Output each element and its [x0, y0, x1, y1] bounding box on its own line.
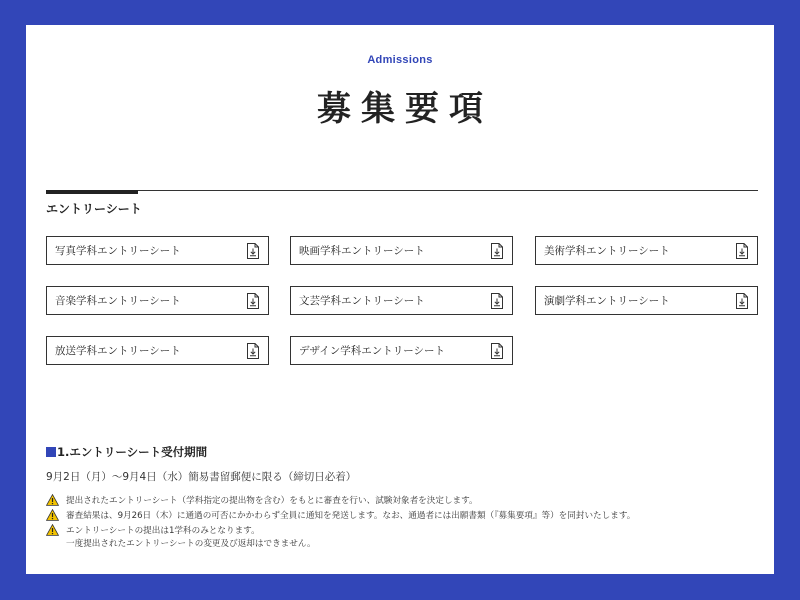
document-download-icon — [246, 243, 260, 259]
notice-list — [46, 492, 756, 551]
entry-sheet-button-label: 音楽学科エントリーシート — [55, 295, 181, 307]
entry-sheet-button-film[interactable] — [290, 236, 513, 265]
entry-sheet-button-label: 映画学科エントリーシート — [299, 245, 425, 257]
warning-icon — [46, 494, 59, 506]
content-card — [26, 25, 774, 574]
entry-section-heading: エントリーシート — [46, 202, 142, 216]
notice-text: 審査結果は、9月26日（木）に通過の可否にかかわらず全員に通知を発送します。なお、通過者には出願書類（『募集要項』等）を同封いたします。 — [66, 510, 636, 521]
document-download-icon — [246, 343, 260, 359]
heading-marker — [46, 447, 56, 457]
deadline-heading-text: 1.エントリーシート受付期間 — [57, 445, 208, 459]
entry-sheet-button-theater[interactable] — [535, 286, 758, 315]
entry-sheet-button-label: 文芸学科エントリーシート — [299, 295, 425, 307]
entry-sheet-button-music[interactable] — [46, 286, 269, 315]
entry-sheet-button-label: 美術学科エントリーシート — [544, 245, 670, 257]
warning-icon — [46, 524, 59, 536]
notice-item — [46, 522, 756, 537]
notice-continuation: 一度提出されたエントリーシートの変更及び返却はできません。 — [66, 539, 316, 549]
document-download-icon — [735, 243, 749, 259]
entry-period-text: 9月2日（月）～9月4日（水）簡易書留郵便に限る（締切日必着） — [46, 471, 357, 483]
entry-sheet-button-literary-arts[interactable] — [290, 286, 513, 315]
deadline-section-heading — [46, 444, 207, 460]
notice-text: 提出されたエントリーシート（学科指定の提出物を含む）をもとに審査を行い、試験対象者を決定します。 — [66, 495, 478, 506]
section-divider-accent — [46, 190, 138, 194]
document-download-icon — [490, 343, 504, 359]
notice-item — [46, 507, 756, 522]
document-download-icon — [490, 243, 504, 259]
notice-text: エントリーシートの提出は1学科のみとなります。 — [66, 525, 260, 536]
entry-sheet-button-photography[interactable] — [46, 236, 269, 265]
warning-icon — [46, 509, 59, 521]
document-download-icon — [735, 293, 749, 309]
notice-item — [46, 492, 756, 507]
entry-sheet-button-label: 演劇学科エントリーシート — [544, 295, 670, 307]
document-download-icon — [246, 293, 260, 309]
entry-sheet-button-broadcasting[interactable] — [46, 336, 269, 365]
entry-sheet-button-design[interactable] — [290, 336, 513, 365]
document-download-icon — [490, 293, 504, 309]
entry-sheet-button-label: 放送学科エントリーシート — [55, 345, 181, 357]
entry-sheet-button-label: デザイン学科エントリーシート — [299, 345, 446, 357]
section-eyebrow: Admissions — [367, 54, 433, 66]
section-divider — [46, 190, 758, 191]
entry-sheet-button-fine-arts[interactable] — [535, 236, 758, 265]
page-title: 募集要項 — [317, 89, 493, 129]
entry-sheet-button-label: 写真学科エントリーシート — [55, 245, 181, 257]
